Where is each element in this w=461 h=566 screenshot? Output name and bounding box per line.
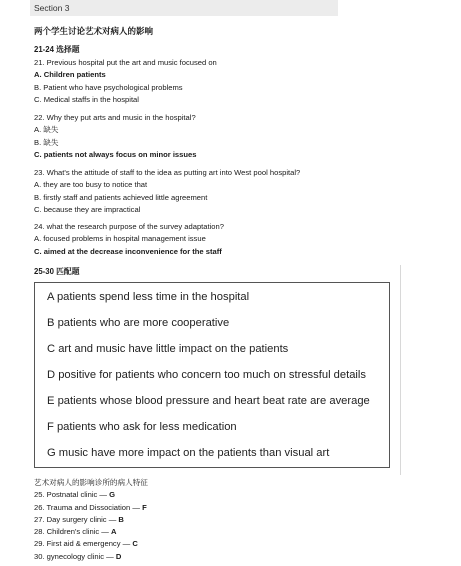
question-22: [34, 112, 434, 161]
matching-header: 25-30 匹配题: [34, 267, 80, 276]
question-23: [34, 167, 434, 216]
question-text: 23. What's the attitude of staff to the idea as putting art into West pool hospital?: [34, 168, 301, 177]
page-title: 两个学生讨论艺术对病人的影响: [34, 26, 154, 36]
option-answer: C. aimed at the decrease inconvenience for the staff: [34, 246, 222, 256]
answer-letter: A: [111, 527, 117, 537]
matching-option-d: D positive for patients who concern too much on stressful details: [47, 369, 367, 381]
option: B. Patient who have psychological problems: [34, 82, 183, 92]
option: A. 缺失: [34, 125, 59, 135]
answer-letter: D: [115, 551, 122, 561]
question-24: [34, 221, 434, 258]
matching-option-b: B patients who are more cooperative: [47, 317, 230, 329]
option-answer: C. patients not always focus on minor issues: [34, 149, 197, 159]
multiple-choice-section: [34, 44, 434, 56]
answer-question: 26. Trauma and Dissociation —: [34, 502, 143, 512]
question-21: [34, 57, 434, 106]
matching-option-c: C art and music have little impact on the patients: [47, 343, 289, 355]
matching-option-a: A patients spend less time in the hospital: [47, 291, 250, 303]
answer-question: 25. Postnatal clinic —: [34, 490, 110, 500]
answer-letter: C: [132, 539, 138, 549]
mc-header: 21-24 选择题: [34, 45, 80, 54]
answer-row: [34, 538, 434, 550]
option-answer: A. Children patients: [34, 70, 106, 80]
answer-question: 30. gynecology clinic —: [34, 551, 116, 561]
matching-subtitle: 艺术对病人的影响诊所的病人特征: [34, 478, 148, 487]
answer-question: 29. First aid & emergency —: [34, 539, 133, 549]
answer-question: 28. Children's clinic —: [34, 527, 111, 537]
answer-question: 27. Day surgery clinic —: [34, 514, 119, 524]
answer-letter: F: [142, 502, 147, 512]
matching-section: [34, 266, 434, 278]
answer-letter: G: [109, 490, 116, 500]
option: B. firstly staff and patients achieved little agreement: [34, 192, 208, 202]
option: B. 缺失: [34, 137, 59, 147]
answer-row: [34, 502, 434, 514]
answer-row: [34, 489, 434, 501]
answer-letter: B: [118, 514, 124, 524]
answer-row: [34, 526, 434, 538]
option: A. they are too busy to notice that: [34, 180, 148, 190]
answer-row: [34, 514, 434, 526]
matching-answers: [34, 477, 434, 563]
option: C. because they are impractical: [34, 204, 141, 214]
matching-option-f: F patients who ask for less medication: [47, 421, 237, 433]
matching-option-e: E patients whose blood pressure and heart beat rate are average: [47, 395, 370, 407]
question-text: 22. Why they put arts and music in the hospital?: [34, 113, 196, 122]
option: C. Medical staffs in the hospital: [34, 94, 139, 104]
section-header: Section 3: [30, 0, 338, 16]
option: A. focused problems in hospital management issue: [34, 234, 206, 244]
question-text: 24. what the research purpose of the survey adaptation?: [34, 222, 224, 231]
answer-row: [34, 551, 434, 563]
matching-option-g: G music have more impact on the patients than visual art: [47, 447, 330, 459]
question-text: 21. Previous hospital put the art and music focused on: [34, 58, 217, 67]
matching-options-box: [34, 282, 390, 468]
divider: [400, 265, 401, 475]
